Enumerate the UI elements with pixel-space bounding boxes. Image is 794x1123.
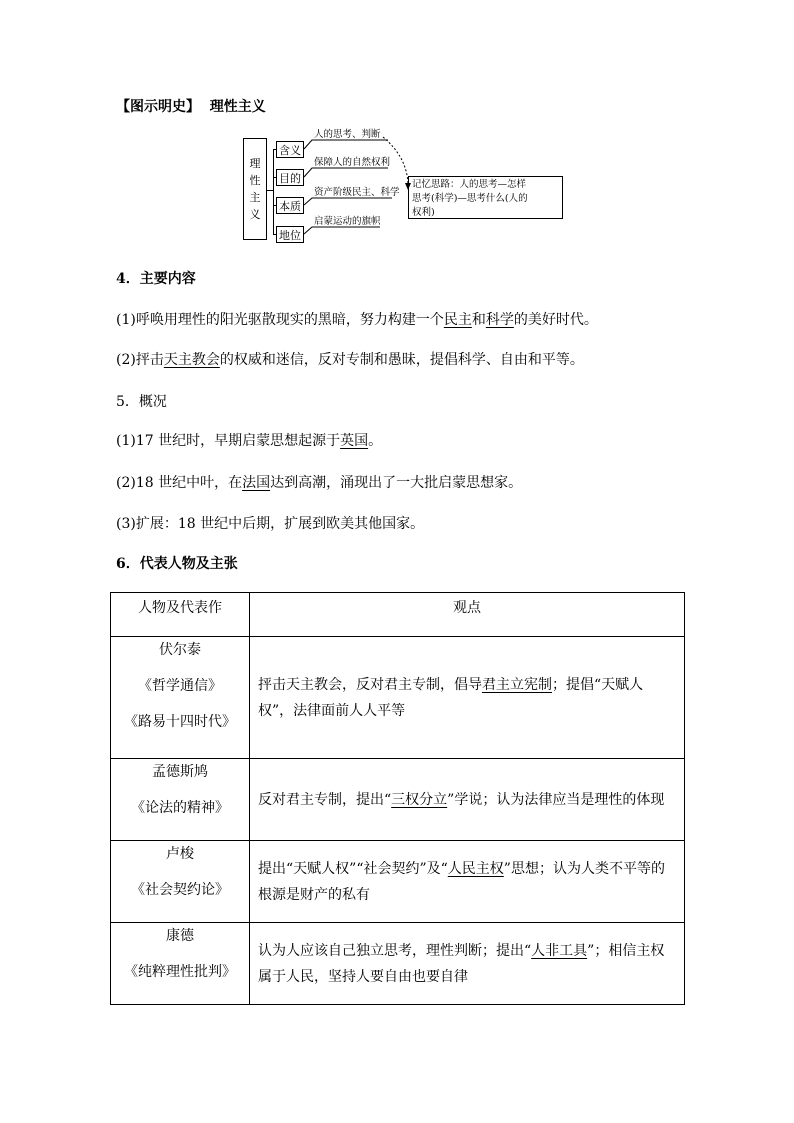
section-heading	[116, 96, 266, 116]
person-name: 伏尔泰	[159, 642, 201, 658]
branch-text-purpose: 保障人的自然权利	[314, 157, 391, 168]
view-cell	[250, 759, 685, 841]
branch-box-essence: 本质	[276, 197, 304, 214]
s4-paragraph-2	[116, 349, 584, 369]
text-run: 反对君主专制，提出“	[258, 791, 392, 808]
text-run: ；提倡“天赋人权”，法律面前人人平等	[258, 676, 644, 719]
s5-paragraph-1	[116, 430, 382, 450]
person-cell	[111, 637, 250, 759]
section-tag: 【图示明史】	[116, 99, 200, 115]
underlined-term: 天主教会	[163, 352, 220, 368]
branch-text-meaning: 人的思考、判断	[314, 129, 381, 140]
table-row	[111, 841, 685, 923]
header-person: 人物及代表作	[111, 593, 250, 637]
representatives-table	[110, 592, 685, 1005]
person-work: 《社会契约论》	[131, 882, 229, 898]
memo-box	[408, 176, 563, 219]
branch-box-purpose: 目的	[276, 169, 304, 186]
branch-box-meaning: 含义	[276, 141, 304, 158]
memo-line: 思考(科学)—思考什么(人的	[412, 193, 528, 204]
header-view: 观点	[250, 593, 685, 637]
root-char: 性	[249, 174, 261, 187]
text-run: 提出“天赋人权”“社会契约”及“	[258, 860, 448, 877]
root-char: 主	[249, 191, 261, 204]
branch-box-status: 地位	[276, 226, 304, 243]
s5-heading: 5．概况	[116, 394, 167, 410]
text-run: 。	[368, 433, 383, 449]
branch-text-essence: 资产阶级民主、科学	[314, 187, 400, 198]
underlined-term: 英国	[340, 433, 369, 449]
root-char: 理	[249, 157, 261, 170]
underlined-term: 三权分立	[391, 791, 448, 808]
text-run: 达到高潮，涌现出了一大批启蒙思想家。	[270, 475, 523, 491]
person-work: 《哲学通信》	[138, 678, 222, 694]
text-run: ”；相信主权属于人民，坚持人要自由也要自律	[258, 942, 665, 985]
person-work: 《论法的精神》	[131, 800, 229, 816]
text-run: (2)18 世纪中叶，在	[116, 475, 243, 491]
person-work: 《路易十四时代》	[124, 714, 236, 730]
person-cell	[111, 759, 250, 841]
text-run: 认为人应该自己独立思考，理性判断；提出“	[258, 942, 532, 959]
underlined-term: 民主	[443, 312, 472, 328]
text-run: 和	[471, 312, 486, 328]
underlined-term: 法国	[242, 475, 271, 491]
person-name: 孟德斯鸠	[152, 764, 208, 780]
s6-heading: 6．代表人物及主张	[116, 556, 238, 572]
s5-paragraph-2	[116, 472, 522, 492]
person-name: 康德	[166, 928, 194, 944]
s4-paragraph-1	[116, 309, 598, 329]
memo-line: 记忆思路：人的思考—怎样	[412, 179, 527, 190]
root-char: 义	[249, 208, 261, 221]
text-run: (1)呼唤用理性的阳光驱散现实的黑暗，努力构建一个	[116, 312, 444, 328]
text-run: 的权威和迷信，反对专制和愚昧，提倡科学、自由和平等。	[219, 352, 584, 368]
underlined-term: 人非工具	[531, 942, 588, 959]
text-run: (1)17 世纪时，早期启蒙思想起源于	[116, 433, 341, 449]
underlined-term: 人民主权	[447, 860, 504, 877]
table-row	[111, 637, 685, 759]
table-row	[111, 923, 685, 1005]
view-cell	[250, 841, 685, 923]
text-run: 的美好时代。	[513, 312, 598, 328]
table-row	[111, 759, 685, 841]
s4-heading: 4．主要内容	[116, 271, 196, 287]
person-name: 卢梭	[166, 846, 194, 862]
text-run: ”思想；认为人类不平等的根源是财产的私有	[258, 860, 665, 903]
rationalism-diagram	[240, 128, 590, 248]
view-cell	[250, 923, 685, 1005]
branch-text-status: 启蒙运动的旗帜	[314, 216, 381, 227]
s5-paragraph-3: (3)扩展：18 世纪中后期，扩展到欧美其他国家。	[116, 516, 425, 532]
text-run: (2)抨击	[116, 352, 164, 368]
text-run: ”学说；认为法律应当是理性的体现	[447, 791, 665, 808]
person-cell	[111, 841, 250, 923]
person-cell	[111, 923, 250, 1005]
memo-line: 权利)	[412, 207, 435, 218]
table-header-row	[111, 593, 685, 637]
text-run: 抨击天主教会，反对君主专制，倡导	[258, 676, 482, 693]
view-cell	[250, 637, 685, 759]
underlined-term: 科学	[485, 312, 514, 328]
underlined-term: 君主立宪制	[482, 676, 552, 693]
person-work: 《纯粹理性批判》	[124, 964, 236, 980]
section-title: 理性主义	[209, 99, 266, 115]
